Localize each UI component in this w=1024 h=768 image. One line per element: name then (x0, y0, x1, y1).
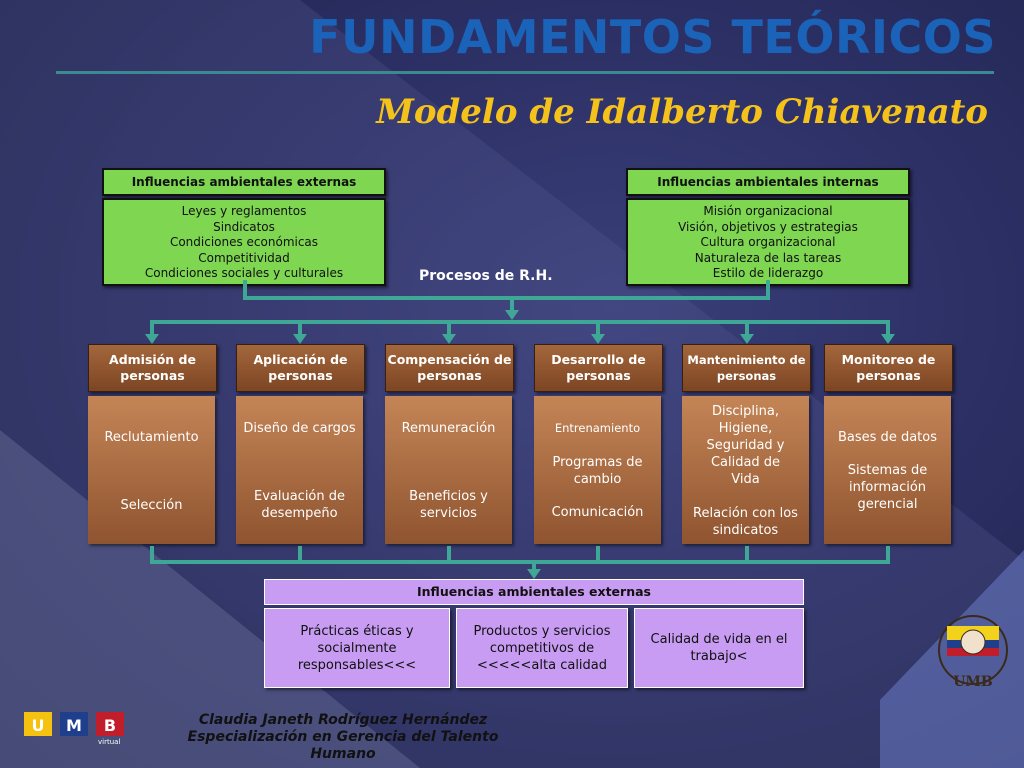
process-item: Reclutamiento (104, 430, 199, 445)
internal-influence-item: Visión, objetivos y estrategias (678, 219, 858, 234)
outcome-text: Prácticas éticas y socialmente responsables<<< (297, 623, 417, 673)
connector-arrow (591, 334, 605, 344)
connector-arrow (145, 334, 159, 344)
process-head-admision: Admisión de personas (88, 344, 217, 392)
internal-influence-item: Naturaleza de las tareas (694, 250, 842, 265)
umb-logo (20, 704, 124, 750)
page-subtitle: Modelo de Idalberto Chiavenato (376, 92, 988, 132)
connector (447, 320, 451, 334)
connector-arrow (881, 334, 895, 344)
external-influence-item: Condiciones sociales y culturales (144, 266, 344, 280)
title-divider (56, 71, 994, 74)
process-body-compensacion (385, 396, 512, 544)
external-influence-item: Leyes y reglamentos (181, 204, 307, 218)
page-title: FUNDAMENTOS TEÓRICOS (309, 10, 996, 64)
logo-caption: virtual (98, 738, 121, 746)
footer-program: Especialización en Gerencia del Talento Humano (187, 729, 499, 762)
footer-author: Claudia Janeth Rodríguez Hernández (198, 712, 488, 728)
connector (745, 320, 749, 334)
logo-letter-u: U (31, 716, 45, 735)
process-item: Selección (120, 498, 183, 513)
process-item: Entrenamiento (554, 421, 641, 435)
internal-influences-title: Influencias ambientales internas (626, 168, 910, 196)
outcome-ethics (264, 608, 450, 688)
connector-arrow (740, 334, 754, 344)
internal-influences-list (626, 198, 910, 286)
seal-text: UMB (953, 674, 993, 690)
outcome-text: Productos y servicios competitivos de <<<<<alta calidad (473, 623, 611, 673)
connector (243, 296, 770, 300)
process-item: Sistemas de información gerencial (847, 463, 928, 512)
process-item: Evaluación de desempeño (253, 489, 346, 521)
process-body-mantenimiento (682, 396, 809, 544)
process-item: Bases de datos (838, 430, 937, 445)
connector (886, 320, 890, 334)
connector (150, 320, 154, 334)
internal-influence-item: Misión organizacional (703, 204, 833, 218)
connector-arrow (442, 334, 456, 344)
connector (150, 320, 890, 324)
logo-letter-b: B (103, 716, 117, 735)
external-influence-item: Competitividad (198, 250, 290, 265)
connector (150, 560, 890, 564)
process-body-monitoreo (824, 396, 951, 544)
external-influence-item: Condiciones económicas (169, 235, 319, 249)
process-body-desarrollo (534, 396, 661, 544)
connector-arrow (293, 334, 307, 344)
outcome-quality-of-life (634, 608, 804, 688)
footer (158, 712, 528, 763)
internal-influence-item: Cultura organizacional (700, 235, 836, 249)
process-head-aplicacion: Aplicación de personas (236, 344, 365, 392)
connector (596, 320, 600, 334)
process-head-compensacion: Compensación de personas (385, 344, 514, 392)
process-item: Programas de cambio (552, 455, 643, 487)
university-seal-icon (935, 612, 1011, 694)
connector (298, 320, 302, 334)
process-item: Diseño de cargos (243, 421, 356, 436)
logo-letter-m: M (66, 716, 82, 735)
process-body-admision (88, 396, 215, 544)
external-influence-item: Sindicatos (213, 219, 275, 234)
connector-arrow (527, 569, 541, 579)
outcome-text: Calidad de vida en el trabajo< (650, 632, 788, 664)
outcome-products (456, 608, 628, 688)
connector (510, 298, 514, 312)
umb-logo-graphic (20, 704, 124, 746)
process-item: Comunicación (551, 505, 644, 520)
processes-label: Procesos de R.H. (419, 268, 553, 284)
internal-influence-item: Estilo de liderazgo (712, 266, 824, 280)
process-item: Relación con los sindicatos (693, 506, 798, 538)
process-head-monitoreo: Monitoreo de personas (824, 344, 953, 392)
process-body-aplicacion (236, 396, 363, 544)
external-outcomes-title: Influencias ambientales externas (264, 579, 804, 605)
external-influences-title: Influencias ambientales externas (102, 168, 386, 196)
process-item: Disciplina, Higiene, Seguridad y Calidad de Vida (706, 404, 785, 487)
process-head-desarrollo: Desarrollo de personas (534, 344, 663, 392)
process-head-mantenimiento: Mantenimiento de personas (682, 344, 811, 392)
process-item: Remuneración (401, 421, 496, 436)
external-influences-list (102, 198, 386, 286)
process-item: Beneficios y servicios (409, 489, 488, 521)
